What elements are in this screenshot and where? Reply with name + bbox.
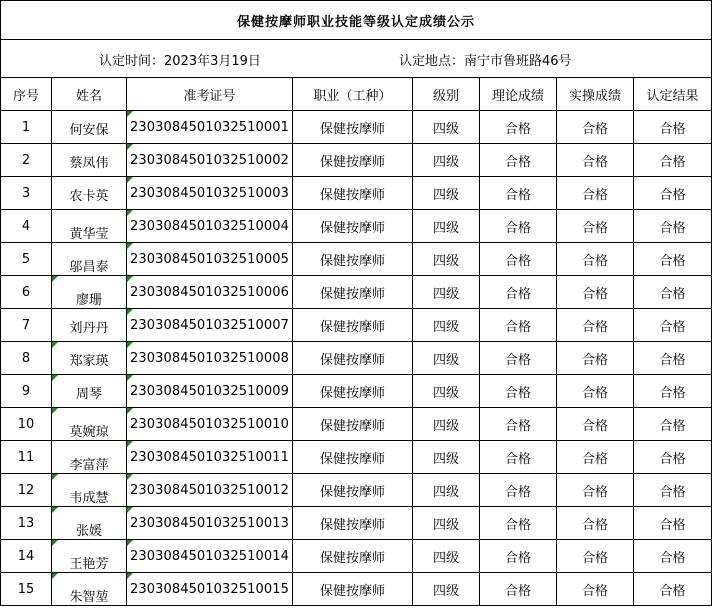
cell-job: 保健按摩师 [293, 276, 413, 309]
name-text: 韦成慧 [69, 490, 109, 506]
cell-result: 合格 [634, 276, 712, 309]
table-row [1, 243, 712, 276]
cell-level: 四级 [413, 210, 480, 243]
cell-no: 9 [1, 375, 52, 408]
cell-theory: 合格 [480, 111, 557, 144]
table-row [1, 144, 712, 177]
cell-result: 合格 [634, 540, 712, 573]
cell-level: 四级 [413, 276, 480, 309]
cell-comment-marker [127, 573, 133, 579]
cell-level: 四级 [413, 111, 480, 144]
cell-job: 保健按摩师 [293, 474, 413, 507]
cell-no: 14 [1, 540, 52, 573]
id-text: 2303084501032510005 [129, 251, 290, 267]
cell-result: 合格 [634, 243, 712, 276]
cell-job: 保健按摩师 [293, 375, 413, 408]
cell-comment-marker [127, 177, 133, 183]
cell-result: 合格 [634, 177, 712, 210]
cell-level: 四级 [413, 540, 480, 573]
cell-id [127, 210, 293, 243]
cell-job: 保健按摩师 [293, 507, 413, 540]
cell-name [52, 441, 127, 474]
cell-result: 合格 [634, 507, 712, 540]
id-text: 2303084501032510015 [129, 581, 290, 597]
cell-comment-marker [127, 243, 133, 249]
cell-theory: 合格 [480, 474, 557, 507]
name-text: 李富萍 [69, 457, 109, 473]
cell-practice: 合格 [557, 408, 634, 441]
id-text: 2303084501032510006 [129, 284, 290, 300]
cell-level: 四级 [413, 375, 480, 408]
exam-place: 认定地点：南宁市鲁班路46号 [399, 54, 572, 69]
table-row [1, 540, 712, 573]
cell-comment-marker [52, 342, 58, 348]
cell-no: 13 [1, 507, 52, 540]
name-text: 莫婉琼 [69, 424, 109, 440]
table-row [1, 111, 712, 144]
cell-name [52, 210, 127, 243]
cell-level: 四级 [413, 309, 480, 342]
cell-id [127, 573, 293, 606]
cell-theory: 合格 [480, 375, 557, 408]
cell-job: 保健按摩师 [293, 540, 413, 573]
cell-result: 合格 [634, 441, 712, 474]
cell-practice: 合格 [557, 507, 634, 540]
cell-practice: 合格 [557, 243, 634, 276]
cell-practice: 合格 [557, 573, 634, 606]
cell-comment-marker [127, 375, 133, 381]
cell-job: 保健按摩师 [293, 243, 413, 276]
cell-no: 7 [1, 309, 52, 342]
cell-comment-marker [127, 540, 133, 546]
header-result: 认定结果 [634, 78, 712, 111]
cell-id [127, 507, 293, 540]
cell-comment-marker [52, 507, 58, 513]
table-row [1, 342, 712, 375]
cell-comment-marker [52, 474, 58, 480]
page-title: 保健按摩师职业技能等级认定成绩公示 [1, 1, 712, 40]
id-text: 2303084501032510007 [129, 317, 290, 333]
cell-name [52, 243, 127, 276]
table-row [1, 441, 712, 474]
cell-name [52, 507, 127, 540]
cell-job: 保健按摩师 [293, 441, 413, 474]
cell-level: 四级 [413, 441, 480, 474]
cell-name [52, 342, 127, 375]
table-row [1, 210, 712, 243]
table-row [1, 573, 712, 606]
cell-practice: 合格 [557, 540, 634, 573]
cell-name [52, 540, 127, 573]
header-practice: 实操成绩 [557, 78, 634, 111]
cell-theory: 合格 [480, 276, 557, 309]
cell-level: 四级 [413, 507, 480, 540]
cell-no: 8 [1, 342, 52, 375]
table-row [1, 309, 712, 342]
cell-no: 5 [1, 243, 52, 276]
cell-theory: 合格 [480, 210, 557, 243]
table-row [1, 375, 712, 408]
cell-id [127, 342, 293, 375]
cell-result: 合格 [634, 309, 712, 342]
id-text: 2303084501032510012 [129, 482, 290, 498]
header-job: 职业（工种） [293, 78, 413, 111]
cell-job: 保健按摩师 [293, 573, 413, 606]
header-no: 序号 [1, 78, 52, 111]
table-body [1, 111, 712, 606]
cell-name [52, 375, 127, 408]
cell-job: 保健按摩师 [293, 177, 413, 210]
cell-id [127, 276, 293, 309]
cell-practice: 合格 [557, 144, 634, 177]
cell-id [127, 309, 293, 342]
header-id: 准考证号 [127, 78, 293, 111]
cell-no: 6 [1, 276, 52, 309]
id-text: 2303084501032510011 [129, 449, 290, 465]
cell-id [127, 111, 293, 144]
cell-name [52, 309, 127, 342]
name-text: 朱智堃 [69, 589, 109, 605]
cell-theory: 合格 [480, 144, 557, 177]
cell-practice: 合格 [557, 342, 634, 375]
cell-practice: 合格 [557, 177, 634, 210]
cell-theory: 合格 [480, 243, 557, 276]
cell-comment-marker [127, 144, 133, 150]
cell-id [127, 408, 293, 441]
cell-comment-marker [127, 309, 133, 315]
cell-id [127, 177, 293, 210]
cell-name [52, 408, 127, 441]
cell-level: 四级 [413, 342, 480, 375]
cell-theory: 合格 [480, 507, 557, 540]
table-row [1, 408, 712, 441]
name-text: 蔡凤伟 [69, 155, 109, 171]
id-text: 2303084501032510002 [129, 152, 290, 168]
cell-job: 保健按摩师 [293, 342, 413, 375]
name-text: 黄华莹 [69, 226, 109, 242]
cell-theory: 合格 [480, 573, 557, 606]
cell-result: 合格 [634, 111, 712, 144]
cell-job: 保健按摩师 [293, 144, 413, 177]
name-text: 郑家瑛 [69, 353, 109, 369]
header-name: 姓名 [52, 78, 127, 111]
cell-result: 合格 [634, 375, 712, 408]
cell-level: 四级 [413, 177, 480, 210]
name-text: 邬昌泰 [69, 259, 109, 275]
name-text: 何安保 [69, 122, 109, 138]
cell-result: 合格 [634, 144, 712, 177]
cell-practice: 合格 [557, 111, 634, 144]
name-text: 廖珊 [75, 292, 102, 308]
id-text: 2303084501032510003 [129, 185, 290, 201]
cell-comment-marker [52, 540, 58, 546]
cell-name [52, 144, 127, 177]
cell-id [127, 441, 293, 474]
cell-no: 10 [1, 408, 52, 441]
table-row [1, 507, 712, 540]
cell-name [52, 474, 127, 507]
cell-practice: 合格 [557, 309, 634, 342]
cell-job: 保健按摩师 [293, 111, 413, 144]
table-row [1, 474, 712, 507]
cell-comment-marker [52, 573, 58, 579]
cell-practice: 合格 [557, 210, 634, 243]
cell-comment-marker [127, 276, 133, 282]
cell-result: 合格 [634, 408, 712, 441]
cell-id [127, 375, 293, 408]
cell-comment-marker [127, 441, 133, 447]
cell-no: 3 [1, 177, 52, 210]
info-row [1, 40, 712, 78]
cell-practice: 合格 [557, 375, 634, 408]
cell-practice: 合格 [557, 441, 634, 474]
cell-comment-marker [52, 408, 58, 414]
cell-level: 四级 [413, 408, 480, 441]
cell-id [127, 243, 293, 276]
cell-theory: 合格 [480, 309, 557, 342]
cell-name [52, 276, 127, 309]
header-level: 级别 [413, 78, 480, 111]
cell-no: 2 [1, 144, 52, 177]
cell-comment-marker [127, 474, 133, 480]
cell-result: 合格 [634, 573, 712, 606]
cell-comment-marker [127, 210, 133, 216]
cell-level: 四级 [413, 144, 480, 177]
cell-result: 合格 [634, 474, 712, 507]
id-text: 2303084501032510014 [129, 548, 290, 564]
cell-practice: 合格 [557, 276, 634, 309]
cell-name [52, 111, 127, 144]
cell-no: 12 [1, 474, 52, 507]
cell-comment-marker [52, 276, 58, 282]
cell-no: 1 [1, 111, 52, 144]
cell-practice: 合格 [557, 474, 634, 507]
cell-theory: 合格 [480, 441, 557, 474]
cell-id [127, 144, 293, 177]
cell-level: 四级 [413, 243, 480, 276]
name-text: 王艳芳 [69, 556, 109, 572]
cell-theory: 合格 [480, 342, 557, 375]
cell-comment-marker [127, 507, 133, 513]
id-text: 2303084501032510008 [129, 350, 290, 366]
cell-level: 四级 [413, 573, 480, 606]
cell-id [127, 474, 293, 507]
cell-result: 合格 [634, 210, 712, 243]
id-text: 2303084501032510013 [129, 515, 290, 531]
cell-theory: 合格 [480, 408, 557, 441]
id-text: 2303084501032510009 [129, 383, 290, 399]
cell-job: 保健按摩师 [293, 408, 413, 441]
id-text: 2303084501032510001 [129, 119, 290, 135]
table-row [1, 276, 712, 309]
cell-comment-marker [52, 375, 58, 381]
id-text: 2303084501032510010 [129, 416, 290, 432]
header-theory: 理论成绩 [480, 78, 557, 111]
cell-no: 15 [1, 573, 52, 606]
name-text: 农卡英 [69, 188, 109, 204]
cell-no: 4 [1, 210, 52, 243]
cell-job: 保健按摩师 [293, 309, 413, 342]
cell-no: 11 [1, 441, 52, 474]
cell-job: 保健按摩师 [293, 210, 413, 243]
header-row [1, 78, 712, 111]
cell-level: 四级 [413, 474, 480, 507]
cell-comment-marker [127, 342, 133, 348]
cell-name [52, 177, 127, 210]
id-text: 2303084501032510004 [129, 218, 290, 234]
cell-comment-marker [127, 408, 133, 414]
name-text: 刘丹丹 [69, 320, 109, 336]
cell-result: 合格 [634, 342, 712, 375]
cell-name [52, 573, 127, 606]
cell-id [127, 540, 293, 573]
cell-theory: 合格 [480, 540, 557, 573]
name-text: 张媛 [75, 523, 102, 539]
name-text: 周琴 [75, 386, 102, 402]
cell-comment-marker [127, 111, 133, 117]
exam-time: 认定时间：2023年3月19日 [99, 54, 261, 69]
cell-theory: 合格 [480, 177, 557, 210]
table-row [1, 177, 712, 210]
